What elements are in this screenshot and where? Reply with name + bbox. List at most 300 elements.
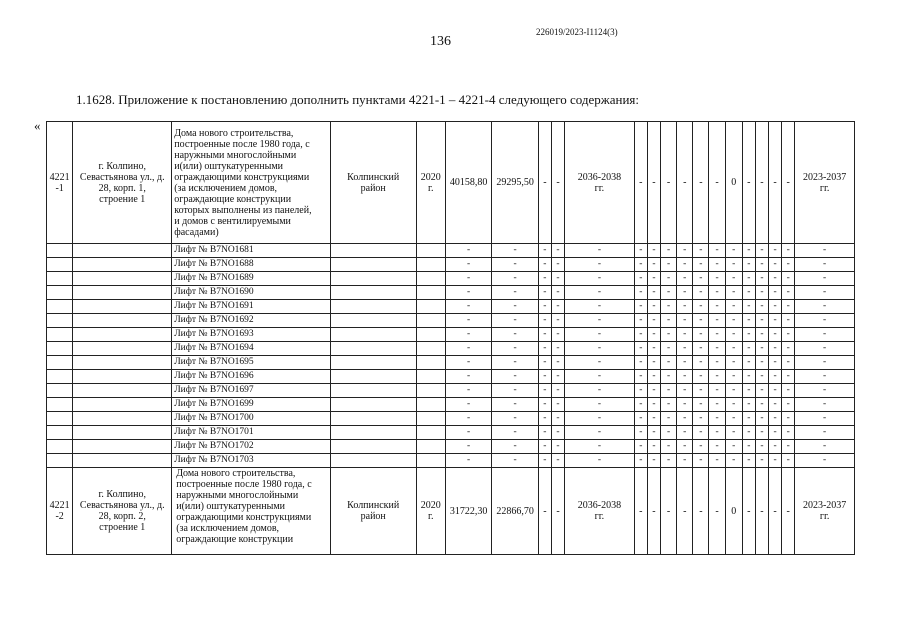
empty-value-cell: -: [795, 370, 855, 384]
repair-period-cell: [565, 468, 635, 555]
empty-value-cell: -: [755, 356, 768, 370]
empty-value-cell: -: [693, 258, 709, 272]
empty-value-cell: -: [445, 384, 491, 398]
empty-value-cell: -: [647, 314, 660, 328]
empty-cell: [416, 244, 445, 258]
text-line: (за исключением домов,: [176, 523, 280, 534]
empty-value-cell: -: [538, 454, 551, 468]
empty-value-cell: -: [661, 328, 677, 342]
text-line: гг.: [594, 511, 605, 522]
lift-row: [47, 258, 855, 272]
empty-value-cell: -: [647, 454, 660, 468]
empty-value-cell: -: [782, 286, 795, 300]
empty-value-cell: -: [634, 314, 647, 328]
empty-value-cell: -: [565, 272, 635, 286]
empty-value-cell: -: [538, 122, 551, 244]
empty-value-cell: -: [634, 328, 647, 342]
empty-value-cell: -: [445, 426, 491, 440]
empty-value-cell: -: [647, 356, 660, 370]
empty-value-cell: -: [551, 314, 564, 328]
empty-value-cell: -: [634, 398, 647, 412]
building-row: [47, 468, 855, 555]
empty-value-cell: -: [445, 286, 491, 300]
text-line: 2020: [420, 171, 441, 183]
total-area-cell: 31722,30: [445, 468, 491, 555]
empty-value-cell: -: [769, 272, 782, 286]
empty-value-cell: -: [677, 314, 693, 328]
text-line: гг.: [819, 511, 830, 522]
empty-value-cell: -: [677, 122, 693, 244]
lift-row: [47, 384, 855, 398]
empty-value-cell: -: [661, 468, 677, 555]
empty-value-cell: -: [782, 244, 795, 258]
empty-value-cell: -: [769, 370, 782, 384]
empty-value-cell: -: [725, 258, 742, 272]
empty-value-cell: -: [795, 258, 855, 272]
empty-value-cell: -: [709, 398, 725, 412]
empty-value-cell: -: [551, 272, 564, 286]
empty-value-cell: -: [769, 286, 782, 300]
lift-label: Лифт № В7NO1699: [172, 398, 331, 412]
empty-value-cell: -: [769, 300, 782, 314]
text-line: наружными многослойными: [174, 149, 297, 161]
empty-value-cell: -: [795, 412, 855, 426]
empty-value-cell: -: [709, 440, 725, 454]
empty-value-cell: -: [769, 426, 782, 440]
empty-value-cell: -: [693, 300, 709, 314]
document-number: 226019/2023-I1124(3): [536, 27, 618, 37]
empty-value-cell: -: [795, 440, 855, 454]
empty-value-cell: -: [677, 384, 693, 398]
empty-value-cell: -: [677, 440, 693, 454]
empty-value-cell: -: [677, 258, 693, 272]
empty-value-cell: -: [769, 398, 782, 412]
text-line: 2036-2038: [577, 171, 622, 183]
empty-value-cell: -: [693, 370, 709, 384]
empty-value-cell: -: [693, 356, 709, 370]
address-cell: [73, 468, 172, 555]
empty-value-cell: -: [742, 412, 755, 426]
empty-value-cell: -: [755, 286, 768, 300]
text-line: -2: [55, 511, 64, 522]
empty-cell: [47, 370, 73, 384]
text-line: Колпинский: [347, 500, 400, 511]
text-line: строение 1: [99, 522, 146, 533]
empty-value-cell: -: [693, 328, 709, 342]
lift-label: Лифт № В7NO1690: [172, 286, 331, 300]
empty-value-cell: -: [634, 454, 647, 468]
empty-value-cell: -: [565, 454, 635, 468]
empty-cell: [330, 384, 416, 398]
empty-cell: [416, 314, 445, 328]
empty-value-cell: -: [769, 454, 782, 468]
empty-cell: [47, 244, 73, 258]
empty-value-cell: -: [742, 440, 755, 454]
building-row: [47, 122, 855, 244]
empty-value-cell: -: [551, 286, 564, 300]
item-number-cell: [47, 122, 73, 244]
empty-value-cell: -: [755, 468, 768, 555]
empty-cell: [330, 398, 416, 412]
empty-value-cell: -: [677, 398, 693, 412]
empty-value-cell: -: [661, 122, 677, 244]
lift-label: Лифт № В7NO1693: [172, 328, 331, 342]
empty-value-cell: -: [725, 398, 742, 412]
service-period-cell: [795, 122, 855, 244]
empty-value-cell: -: [551, 454, 564, 468]
empty-cell: [330, 356, 416, 370]
empty-value-cell: -: [755, 342, 768, 356]
lift-row: [47, 314, 855, 328]
empty-value-cell: -: [551, 342, 564, 356]
empty-cell: [330, 314, 416, 328]
empty-value-cell: -: [647, 468, 660, 555]
empty-value-cell: -: [634, 122, 647, 244]
empty-value-cell: -: [725, 342, 742, 356]
empty-value-cell: -: [782, 328, 795, 342]
lift-label: Лифт № В7NO1689: [172, 272, 331, 286]
empty-cell: [330, 258, 416, 272]
text-line: г.: [428, 182, 434, 194]
empty-cell: [330, 272, 416, 286]
empty-value-cell: -: [492, 384, 538, 398]
empty-value-cell: -: [647, 440, 660, 454]
empty-value-cell: -: [538, 426, 551, 440]
empty-value-cell: -: [769, 314, 782, 328]
empty-cell: [47, 300, 73, 314]
lift-label: Лифт № В7NO1681: [172, 244, 331, 258]
empty-value-cell: -: [709, 272, 725, 286]
text-line: г. Колпино,: [98, 160, 147, 172]
empty-value-cell: -: [782, 426, 795, 440]
empty-value-cell: -: [551, 356, 564, 370]
empty-value-cell: -: [725, 356, 742, 370]
empty-value-cell: -: [634, 426, 647, 440]
empty-value-cell: -: [725, 286, 742, 300]
text-line: 2020: [420, 500, 441, 511]
empty-cell: [73, 286, 172, 300]
empty-value-cell: -: [755, 272, 768, 286]
empty-cell: [330, 342, 416, 356]
empty-value-cell: -: [647, 286, 660, 300]
empty-cell: [416, 300, 445, 314]
empty-value-cell: -: [782, 384, 795, 398]
text-line: 4221: [49, 171, 70, 183]
empty-value-cell: -: [565, 384, 635, 398]
empty-value-cell: -: [709, 468, 725, 555]
empty-value-cell: -: [538, 286, 551, 300]
text-line: 2023-2037: [802, 171, 847, 183]
empty-value-cell: -: [634, 468, 647, 555]
lift-row: [47, 398, 855, 412]
empty-value-cell: -: [782, 300, 795, 314]
opening-quote-mark: «: [34, 118, 41, 133]
zero-value-cell: 0: [725, 468, 742, 555]
text-line: ограждающие конструкции: [176, 534, 294, 545]
empty-cell: [416, 454, 445, 468]
empty-value-cell: -: [795, 426, 855, 440]
empty-value-cell: -: [661, 286, 677, 300]
empty-value-cell: -: [693, 122, 709, 244]
empty-value-cell: -: [677, 356, 693, 370]
empty-cell: [416, 328, 445, 342]
text-line: построенные после 1980 года, с: [174, 138, 310, 150]
empty-value-cell: -: [795, 300, 855, 314]
empty-value-cell: -: [647, 300, 660, 314]
empty-value-cell: -: [755, 454, 768, 468]
empty-value-cell: -: [492, 258, 538, 272]
empty-value-cell: -: [565, 356, 635, 370]
empty-cell: [330, 454, 416, 468]
repair-period-cell: [565, 122, 635, 244]
empty-value-cell: -: [538, 370, 551, 384]
empty-value-cell: -: [661, 370, 677, 384]
empty-value-cell: -: [647, 398, 660, 412]
text-line: 28, корп. 2,: [98, 511, 146, 522]
empty-value-cell: -: [769, 342, 782, 356]
empty-value-cell: -: [445, 272, 491, 286]
empty-value-cell: -: [492, 426, 538, 440]
empty-cell: [47, 328, 73, 342]
empty-cell: [47, 258, 73, 272]
living-area-cell: 29295,50: [492, 122, 538, 244]
empty-value-cell: -: [725, 384, 742, 398]
lift-row: [47, 356, 855, 370]
empty-value-cell: -: [709, 314, 725, 328]
empty-value-cell: -: [661, 342, 677, 356]
empty-value-cell: -: [634, 342, 647, 356]
empty-value-cell: -: [445, 244, 491, 258]
lift-label: Лифт № В7NO1695: [172, 356, 331, 370]
empty-value-cell: -: [647, 370, 660, 384]
lift-row: [47, 454, 855, 468]
empty-value-cell: -: [677, 468, 693, 555]
empty-value-cell: -: [742, 286, 755, 300]
empty-value-cell: -: [693, 272, 709, 286]
empty-value-cell: -: [677, 370, 693, 384]
empty-value-cell: -: [492, 454, 538, 468]
text-line: 4221: [49, 500, 70, 511]
empty-value-cell: -: [782, 122, 795, 244]
lift-row: [47, 342, 855, 356]
empty-value-cell: -: [782, 454, 795, 468]
empty-value-cell: -: [677, 342, 693, 356]
empty-cell: [416, 384, 445, 398]
empty-value-cell: -: [742, 342, 755, 356]
lift-label: Лифт № В7NO1696: [172, 370, 331, 384]
lift-row: [47, 300, 855, 314]
empty-value-cell: -: [634, 384, 647, 398]
empty-value-cell: -: [709, 328, 725, 342]
empty-value-cell: -: [795, 342, 855, 356]
empty-cell: [330, 440, 416, 454]
empty-cell: [47, 454, 73, 468]
empty-value-cell: -: [769, 384, 782, 398]
empty-value-cell: -: [634, 300, 647, 314]
empty-cell: [416, 356, 445, 370]
empty-value-cell: -: [565, 286, 635, 300]
empty-value-cell: -: [709, 342, 725, 356]
empty-value-cell: -: [742, 328, 755, 342]
empty-value-cell: -: [551, 468, 564, 555]
empty-value-cell: -: [755, 258, 768, 272]
empty-value-cell: -: [795, 398, 855, 412]
empty-cell: [73, 412, 172, 426]
empty-value-cell: -: [795, 356, 855, 370]
empty-value-cell: -: [492, 356, 538, 370]
text-line: строение 1: [99, 193, 146, 205]
empty-cell: [73, 258, 172, 272]
lift-label: Лифт № В7NO1697: [172, 384, 331, 398]
empty-value-cell: -: [647, 328, 660, 342]
empty-value-cell: -: [551, 122, 564, 244]
empty-value-cell: -: [492, 300, 538, 314]
empty-cell: [73, 454, 172, 468]
empty-cell: [416, 342, 445, 356]
empty-value-cell: -: [634, 272, 647, 286]
lift-label: Лифт № В7NO1700: [172, 412, 331, 426]
empty-value-cell: -: [693, 440, 709, 454]
empty-cell: [330, 426, 416, 440]
empty-cell: [73, 272, 172, 286]
item-number-cell: [47, 468, 73, 555]
text-line: ограждающими конструкциями: [176, 512, 312, 523]
empty-value-cell: -: [782, 398, 795, 412]
year-cell: [416, 468, 445, 555]
text-line: и(или) оштукатуренными: [176, 501, 286, 512]
text-line: Севастьянова ул., д.: [79, 500, 165, 511]
empty-value-cell: -: [538, 468, 551, 555]
empty-value-cell: -: [647, 258, 660, 272]
empty-value-cell: -: [709, 356, 725, 370]
empty-cell: [47, 384, 73, 398]
empty-value-cell: -: [661, 384, 677, 398]
empty-value-cell: -: [795, 244, 855, 258]
page-number: 136: [430, 34, 451, 49]
empty-value-cell: -: [565, 426, 635, 440]
empty-value-cell: -: [782, 468, 795, 555]
empty-value-cell: -: [755, 426, 768, 440]
empty-value-cell: -: [492, 342, 538, 356]
empty-value-cell: -: [677, 328, 693, 342]
empty-value-cell: -: [565, 342, 635, 356]
lift-row: [47, 370, 855, 384]
empty-value-cell: -: [634, 286, 647, 300]
service-period-cell: [795, 468, 855, 555]
lift-label: Лифт № В7NO1703: [172, 454, 331, 468]
empty-value-cell: -: [795, 328, 855, 342]
empty-value-cell: -: [565, 328, 635, 342]
empty-value-cell: -: [769, 412, 782, 426]
empty-value-cell: -: [782, 370, 795, 384]
empty-value-cell: -: [742, 300, 755, 314]
empty-value-cell: -: [445, 370, 491, 384]
text-line: фасадами): [174, 226, 219, 238]
empty-value-cell: -: [445, 328, 491, 342]
empty-value-cell: -: [769, 468, 782, 555]
empty-value-cell: -: [492, 272, 538, 286]
empty-cell: [73, 244, 172, 258]
empty-value-cell: -: [709, 286, 725, 300]
empty-value-cell: -: [742, 384, 755, 398]
text-line: построенные после 1980 года, с: [176, 479, 312, 490]
empty-value-cell: -: [565, 370, 635, 384]
lift-row: [47, 244, 855, 258]
empty-value-cell: -: [634, 244, 647, 258]
empty-value-cell: -: [755, 398, 768, 412]
empty-value-cell: -: [661, 426, 677, 440]
empty-value-cell: -: [445, 300, 491, 314]
empty-value-cell: -: [709, 384, 725, 398]
empty-cell: [330, 244, 416, 258]
empty-value-cell: -: [565, 412, 635, 426]
empty-value-cell: -: [661, 454, 677, 468]
lift-label: Лифт № В7NO1692: [172, 314, 331, 328]
empty-value-cell: -: [693, 398, 709, 412]
empty-value-cell: -: [551, 398, 564, 412]
empty-value-cell: -: [661, 314, 677, 328]
empty-cell: [416, 440, 445, 454]
empty-cell: [73, 440, 172, 454]
empty-value-cell: -: [782, 440, 795, 454]
empty-value-cell: -: [538, 272, 551, 286]
empty-value-cell: -: [661, 272, 677, 286]
total-area-cell: 40158,80: [445, 122, 491, 244]
empty-cell: [47, 342, 73, 356]
zero-value-cell: 0: [725, 122, 742, 244]
empty-value-cell: -: [755, 370, 768, 384]
empty-cell: [47, 272, 73, 286]
empty-value-cell: -: [565, 398, 635, 412]
text-line: Дома нового строительства,: [174, 127, 294, 139]
empty-value-cell: -: [677, 426, 693, 440]
empty-value-cell: -: [742, 244, 755, 258]
empty-value-cell: -: [647, 342, 660, 356]
empty-value-cell: -: [755, 328, 768, 342]
empty-value-cell: -: [565, 440, 635, 454]
empty-value-cell: -: [742, 468, 755, 555]
empty-cell: [47, 314, 73, 328]
empty-value-cell: -: [538, 258, 551, 272]
lift-label: Лифт № В7NO1694: [172, 342, 331, 356]
text-line: и(или) оштукатуренными: [174, 160, 284, 172]
empty-value-cell: -: [551, 384, 564, 398]
lift-row: [47, 272, 855, 286]
living-area-cell: 22866,70: [492, 468, 538, 555]
housing-register-table: [46, 121, 855, 555]
text-line: г. Колпино,: [98, 489, 147, 500]
text-line: (за исключением домов,: [174, 182, 278, 194]
lift-label: Лифт № В7NO1702: [172, 440, 331, 454]
empty-value-cell: -: [782, 272, 795, 286]
text-line: гг.: [819, 182, 830, 194]
empty-value-cell: -: [551, 300, 564, 314]
empty-value-cell: -: [492, 244, 538, 258]
empty-value-cell: -: [709, 258, 725, 272]
empty-value-cell: -: [769, 258, 782, 272]
empty-value-cell: -: [677, 286, 693, 300]
empty-value-cell: -: [725, 328, 742, 342]
text-line: -1: [55, 182, 64, 194]
empty-value-cell: -: [565, 300, 635, 314]
empty-value-cell: -: [742, 356, 755, 370]
building-type-cell: [172, 122, 331, 244]
empty-value-cell: -: [538, 342, 551, 356]
empty-value-cell: -: [755, 440, 768, 454]
text-line: Дома нового строительства,: [176, 468, 296, 479]
empty-value-cell: -: [661, 258, 677, 272]
empty-value-cell: -: [769, 440, 782, 454]
